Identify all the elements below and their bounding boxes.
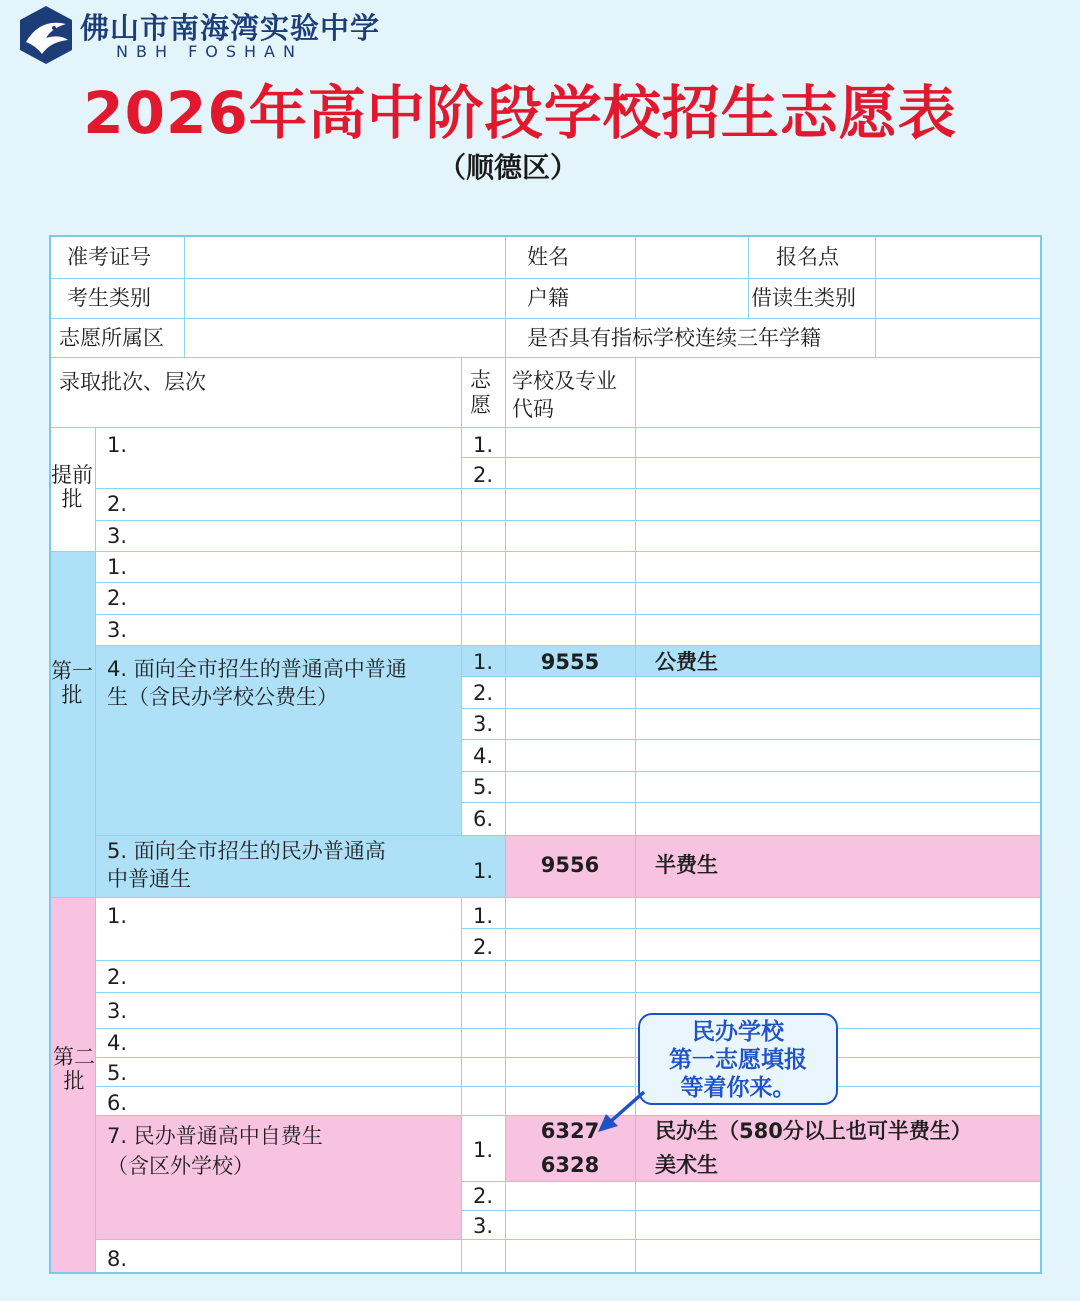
page-subtitle: （顺德区） <box>437 151 578 184</box>
first-batch-label: 第一批 <box>51 659 93 707</box>
early-batch-label: 提前批 <box>51 463 93 511</box>
callout-line-2: 第一志愿填报 <box>669 1047 807 1073</box>
district-label: 志愿所属区 <box>59 326 164 350</box>
first-item-number: 2. <box>107 586 128 610</box>
second-item7-note: 美术生 <box>655 1153 718 1177</box>
second-item-number: 2. <box>107 965 128 989</box>
second-batch-label: 第二批 <box>53 1045 95 1093</box>
batch-column-header: 录取批次、层次 <box>59 370 206 394</box>
second-item7-choice-number: 3. <box>472 1214 494 1238</box>
first-batch-label-band <box>49 551 95 897</box>
second-choice-number: 2. <box>472 935 494 959</box>
second-item-number: 1. <box>107 904 128 928</box>
student-type-label: 考生类别 <box>67 286 151 310</box>
first-item4-choice-number: 2. <box>472 681 494 705</box>
callout-arrow-icon <box>590 1088 650 1136</box>
second-item7-choice-number: 2. <box>472 1184 494 1208</box>
early-item-number: 3. <box>107 524 128 548</box>
private-school-callout <box>638 1013 838 1105</box>
early-item-number: 2. <box>107 492 128 516</box>
second-item7-choice-number: 1. <box>472 1138 494 1162</box>
second-item-number: 4. <box>107 1031 128 1055</box>
first-item4-choice-number: 6. <box>472 807 494 831</box>
household-label: 户籍 <box>527 286 569 310</box>
callout-line-1: 民办学校 <box>692 1019 784 1045</box>
early-choice-number: 2. <box>472 463 494 487</box>
first-item4-choice-number: 4. <box>472 744 494 768</box>
transfer-type-label: 借读生类别 <box>751 286 856 310</box>
second-item-number: 6. <box>107 1091 128 1115</box>
second-item7-school-code: 6328 <box>540 1153 600 1177</box>
second-item-number: 5. <box>107 1061 128 1085</box>
second-item7-school-code: 6327 <box>540 1119 600 1143</box>
first-item-number: 3. <box>107 618 128 642</box>
first-item4-label: 4. 面向全市招生的普通高中普通生（含民办学校公费生） <box>107 657 407 709</box>
first-item4-choice-number: 3. <box>472 712 494 736</box>
school-english-name: NBH FOSHAN <box>116 42 303 61</box>
school-logo-icon <box>16 4 76 66</box>
callout-line-3: 等着你来。 <box>680 1075 796 1101</box>
first-item5-label: 5. 面向全市招生的民办普通高中普通生 <box>107 839 386 891</box>
second-choice-number: 1. <box>472 904 494 928</box>
application-form-table <box>49 235 1042 1274</box>
first-item5-choice-number: 1. <box>472 859 494 883</box>
second-item-number: 8. <box>107 1247 128 1271</box>
second-item-number: 3. <box>107 999 128 1023</box>
school-name: 佛山市南海湾实验中学 <box>80 11 381 45</box>
choice-column-header: 志愿 <box>470 368 491 417</box>
first-item5-school-code: 9556 <box>540 853 600 877</box>
name-label: 姓名 <box>527 245 569 269</box>
early-choice-number: 1. <box>472 433 494 457</box>
second-item7-label-line2: （含区外学校） <box>107 1154 254 1178</box>
early-item-number: 1. <box>107 433 128 457</box>
first-item-number: 1. <box>107 555 128 579</box>
exam-number-label: 准考证号 <box>67 245 151 269</box>
first-item4-choice-number: 1. <box>472 650 494 674</box>
indicator-question-label: 是否具有指标学校连续三年学籍 <box>527 326 821 350</box>
first-item4-note: 公费生 <box>655 650 718 674</box>
page-title: 2026年高中阶段学校招生志愿表 <box>83 79 957 147</box>
first-item4-choice-number: 5. <box>472 775 494 799</box>
first-item4-school-code: 9555 <box>540 650 600 674</box>
second-item7-label-line1: 7. 民办普通高中自费生 <box>107 1124 323 1148</box>
code-column-header: 学校及专业代码 <box>512 369 617 421</box>
registration-point-label: 报名点 <box>776 245 839 269</box>
second-item7-note: 民办生（580分以上也可半费生） <box>655 1119 972 1143</box>
first-item5-note: 半费生 <box>655 853 718 877</box>
